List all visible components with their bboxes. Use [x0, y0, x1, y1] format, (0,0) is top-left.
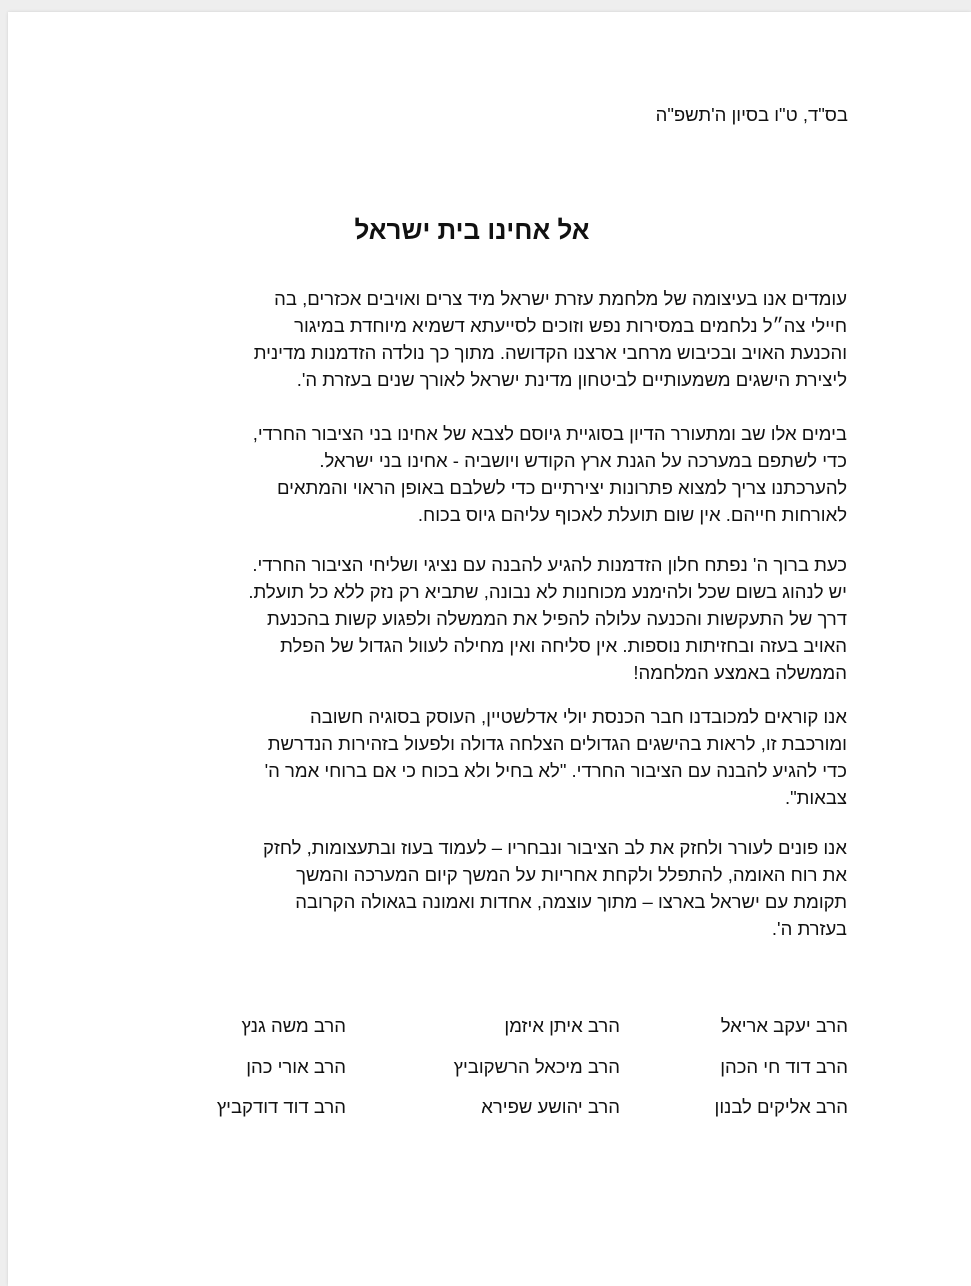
- paragraph-line: את רוח האומה, להתפלל ולקחת אחריות על המשך קיום המערכה והמשך: [296, 864, 847, 885]
- paragraph-line: להערכתנו צריך למצוא פתרונות יצירתיים כדי לשלבם באופן הראוי והמתאים: [276, 477, 847, 498]
- paragraph-line: הממשלה באמצע המלחמה!: [633, 662, 847, 683]
- paragraph-line: דרך של התעקשות והכנעה עלולה להפיל את הממשלה ולפגוע קשות בהכנעת: [266, 608, 847, 629]
- letter-page: [8, 12, 971, 1286]
- paragraph-line: אנו פונים לעורר ולחזק את לב הציבור ונבחריו – לעמוד בעוז ובתעצומות, לחזק: [262, 837, 847, 858]
- paragraph-line: לאורחות חייהם. אין שום תועלת לאכוף עליהם גיוס בכוח.: [417, 504, 847, 525]
- paragraph-line: צבאות".: [784, 787, 847, 808]
- signatory-name: הרב איתן איזמן: [504, 1015, 620, 1036]
- paragraph-line: אנו קוראים למכובדנו חבר הכנסת יולי אדלשטיין, העוסק בסוגיה חשובה: [309, 706, 847, 727]
- paragraph-line: כדי להגיע להבנה עם הציבור החרדי. "לא בחיל ולא בכוח כי אם ברוחי אמר ה': [264, 760, 847, 781]
- paragraph-line: תקומת עם ישראל בארצו – מתוך עוצמה, אחדות ואמונה בגאולה הקרובה: [295, 891, 847, 912]
- paragraph-line: בעזרת ה'.: [771, 918, 847, 939]
- paragraph-line: והכנעת האויב ובכיבוש מרחבי ארצנו הקדושה. מתוך כך נולדה הזדמנות מדינית: [253, 342, 847, 363]
- paragraph-line: חיילי צה״ל נלחמים במסירות נפש וזוכים לסייעתא דשמיא מיוחדת במיגור: [294, 315, 847, 336]
- signatory-name: הרב דוד דודקביץ: [216, 1096, 346, 1117]
- paragraph-4: [183, 703, 847, 811]
- signatory-name: הרב דוד חי הכהן: [720, 1056, 848, 1077]
- paragraph-5: [183, 834, 847, 942]
- signatory-name: הרב משה גנץ: [241, 1015, 346, 1036]
- paragraph-line: ומורכבת זו, לראות בהישגים הגדולים הצלחה גדולה ולפעול בזהירות הנדרשת: [267, 733, 847, 754]
- paragraph-line: עומדים אנו בעיצומה של מלחמת עזרת ישראל מיד צרים ואויבים אכזרים, בה: [274, 288, 847, 309]
- paragraph-line: כדי לשתפם במערכה על הגנת ארץ הקודש ויושביה - אחינו בני ישראל.: [319, 450, 847, 471]
- paragraph-line: האויב בעזה ובחזיתות נוספות. אין סליחה ואין מחילה לעוול הגדול של הפלת: [280, 635, 847, 656]
- signatory-name: הרב יהושע שפירא: [481, 1096, 620, 1117]
- signatory-name: הרב אליקים לבנון: [714, 1096, 848, 1117]
- paragraph-line: כעת ברוך ה' נפתח חלון הזדמנות להגיע להבנה עם נציגי ושליחי הציבור החרדי.: [252, 554, 847, 575]
- signatory-name: הרב מיכאל הרשקוביץ: [453, 1056, 620, 1077]
- paragraph-1: [183, 285, 847, 393]
- signatory-name: הרב אורי כהן: [246, 1056, 346, 1077]
- paragraph-2: [183, 420, 847, 528]
- signatory-name: הרב יעקב אריאל: [720, 1015, 848, 1036]
- hebrew-date-line: בס"ד, ט"ו בסיון ה'תשפ"ה: [655, 104, 848, 125]
- paragraph-line: יש לנהוג בשום שכל ולהימנע מכוחנות לא נבונה, שתביא רק נזק ללא כל תועלת.: [248, 581, 847, 602]
- paragraph-line: בימים אלו שב ומתעורר הדיון בסוגיית גיוסם לצבא של אחינו בני הציבור החרדי,: [252, 423, 847, 444]
- paragraph-3: [183, 551, 847, 686]
- paragraph-line: ליצירת הישגים משמעותיים לביטחון מדינת ישראל לאורך שנים בעזרת ה'.: [296, 369, 847, 390]
- letter-title: אל אחינו בית ישראל: [354, 215, 590, 245]
